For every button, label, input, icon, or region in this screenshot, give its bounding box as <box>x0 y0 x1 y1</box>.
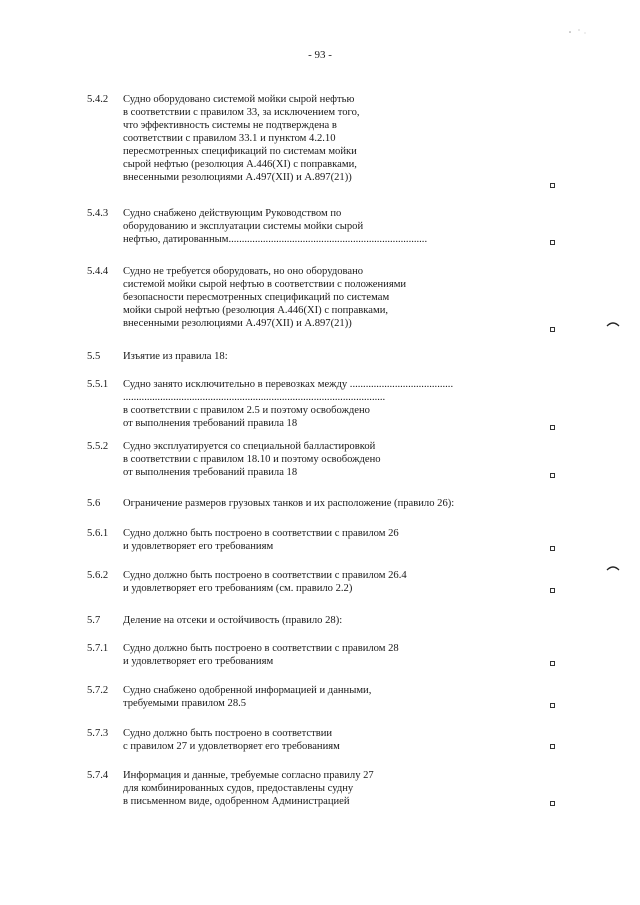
checkbox[interactable] <box>550 703 555 708</box>
text-line: в соответствии с правилом 33, за исключением того, <box>123 107 360 118</box>
section-number: 5.6.1 <box>87 528 109 539</box>
section-number: 5.7.4 <box>87 770 109 781</box>
section-heading <box>123 614 528 627</box>
fill-in-line: ................................................................................................... <box>123 392 386 403</box>
section-number: 5.4.4 <box>87 266 109 277</box>
section-text <box>123 440 528 479</box>
checkbox[interactable] <box>550 801 555 806</box>
text-line: Судно должно быть построено в соответствии с правилом 28 <box>123 643 399 654</box>
text-line: для комбинированных судов, предоставлены судну <box>123 783 354 794</box>
section-number: 5.7.1 <box>87 643 109 654</box>
section-text <box>123 684 528 710</box>
section-number: 5.7 <box>87 615 101 626</box>
text-line: Деление на отсеки и остойчивость (правило 28): <box>123 615 343 626</box>
text-line: Судно оборудовано системой мойки сырой нефтью <box>123 94 355 105</box>
checkbox[interactable] <box>550 588 555 593</box>
checkbox[interactable] <box>550 240 555 245</box>
section-number: 5.4.2 <box>87 94 109 105</box>
section-heading <box>123 497 528 510</box>
checkbox[interactable] <box>550 744 555 749</box>
text-line: Судно снабжено одобренной информацией и данными, <box>123 685 372 696</box>
checkbox[interactable] <box>550 473 555 478</box>
text-line: Судно не требуется оборудовать, но оно оборудовано <box>123 266 364 277</box>
section-text <box>123 207 528 246</box>
text-line: от выполнения требований правила 18 <box>123 467 298 478</box>
text-line: с правилом 27 и удовлетворяет его требованиям <box>123 741 340 752</box>
text-line: и удовлетворяет его требованиям <box>123 541 274 552</box>
text-line: что эффективность системы не подтверждена в <box>123 120 337 131</box>
checkbox[interactable] <box>550 425 555 430</box>
section-number: 5.6.2 <box>87 570 109 581</box>
text-line: и удовлетворяет его требованиям (см. правило 2.2) <box>123 583 353 594</box>
section-text <box>123 642 528 668</box>
text-line: внесенными резолюциями A.497(XII) и A.897(21)) <box>123 172 352 183</box>
section-number: 5.5.1 <box>87 379 109 390</box>
section-text <box>123 93 528 184</box>
checkbox[interactable] <box>550 661 555 666</box>
text-line: Изъятие из правила 18: <box>123 351 228 362</box>
text-line: мойки сырой нефтью (резолюция A.446(XI) с поправками, <box>123 305 389 316</box>
text-line: внесенными резолюциями A.497(XII) и A.897(21)) <box>123 318 352 329</box>
text-line: Судно должно быть построено в соответствии <box>123 728 333 739</box>
text-line: в письменном виде, одобренном Администрацией <box>123 796 350 807</box>
section-number: 5.7.3 <box>87 728 109 739</box>
section-text <box>123 527 528 553</box>
text-line: от выполнения требований правила 18 <box>123 418 298 429</box>
section-number: 5.5 <box>87 351 101 362</box>
text-line: нефтью, датированным........................................................................... <box>123 234 428 245</box>
section-text <box>123 569 528 595</box>
text-line: Судно эксплуатируется со специальной балластировкой <box>123 441 376 452</box>
section-text <box>123 265 528 330</box>
text-line: Ограничение размеров грузовых танков и их расположение (правило 26): <box>123 498 455 509</box>
text-line: Судно должно быть построено в соответствии с правилом 26 <box>123 528 399 539</box>
section-text <box>123 378 528 430</box>
text-line: Информация и данные, требуемые согласно правилу 27 <box>123 770 374 781</box>
text-line: системой мойки сырой нефтью в соответствии с положениями <box>123 279 407 290</box>
text-line: оборудованию и эксплуатации системы мойки сырой <box>123 221 364 232</box>
text-line: Судно снабжено действующим Руководством по <box>123 208 342 219</box>
text-line: и удовлетворяет его требованиям <box>123 656 274 667</box>
text-line: пересмотренных спецификаций по системам мойки <box>123 146 357 157</box>
text-line: сырой нефтью (резолюция A.446(XI) с поправками, <box>123 159 357 170</box>
section-text <box>123 727 528 753</box>
section-number: 5.5.2 <box>87 441 109 452</box>
checkbox[interactable] <box>550 546 555 551</box>
corner-speck-mark <box>568 27 588 35</box>
text-line: в соответствии с правилом 18.10 и поэтому освобождено <box>123 454 381 465</box>
text-line: соответствии с правилом 33.1 и пунктом 4.2.10 <box>123 133 336 144</box>
checkbox[interactable] <box>550 327 555 332</box>
section-number: 5.6 <box>87 498 101 509</box>
checkbox[interactable] <box>550 183 555 188</box>
section-text <box>123 769 528 808</box>
section-number: 5.4.3 <box>87 208 109 219</box>
text-line: требуемыми правилом 28.5 <box>123 698 247 709</box>
text-line: безопасности пересмотренных спецификаций по системам <box>123 292 390 303</box>
page-number: - 93 - <box>308 49 332 61</box>
text-line: Судно должно быть построено в соответствии с правилом 26.4 <box>123 570 407 581</box>
section-heading <box>123 350 528 363</box>
margin-scan-mark <box>606 321 620 327</box>
section-number: 5.7.2 <box>87 685 109 696</box>
margin-scan-mark <box>606 565 620 571</box>
text-line: в соответствии с правилом 2.5 и поэтому освобождено <box>123 405 370 416</box>
text-line: Судно занято исключительно в перевозках между ....................................... <box>123 379 454 390</box>
